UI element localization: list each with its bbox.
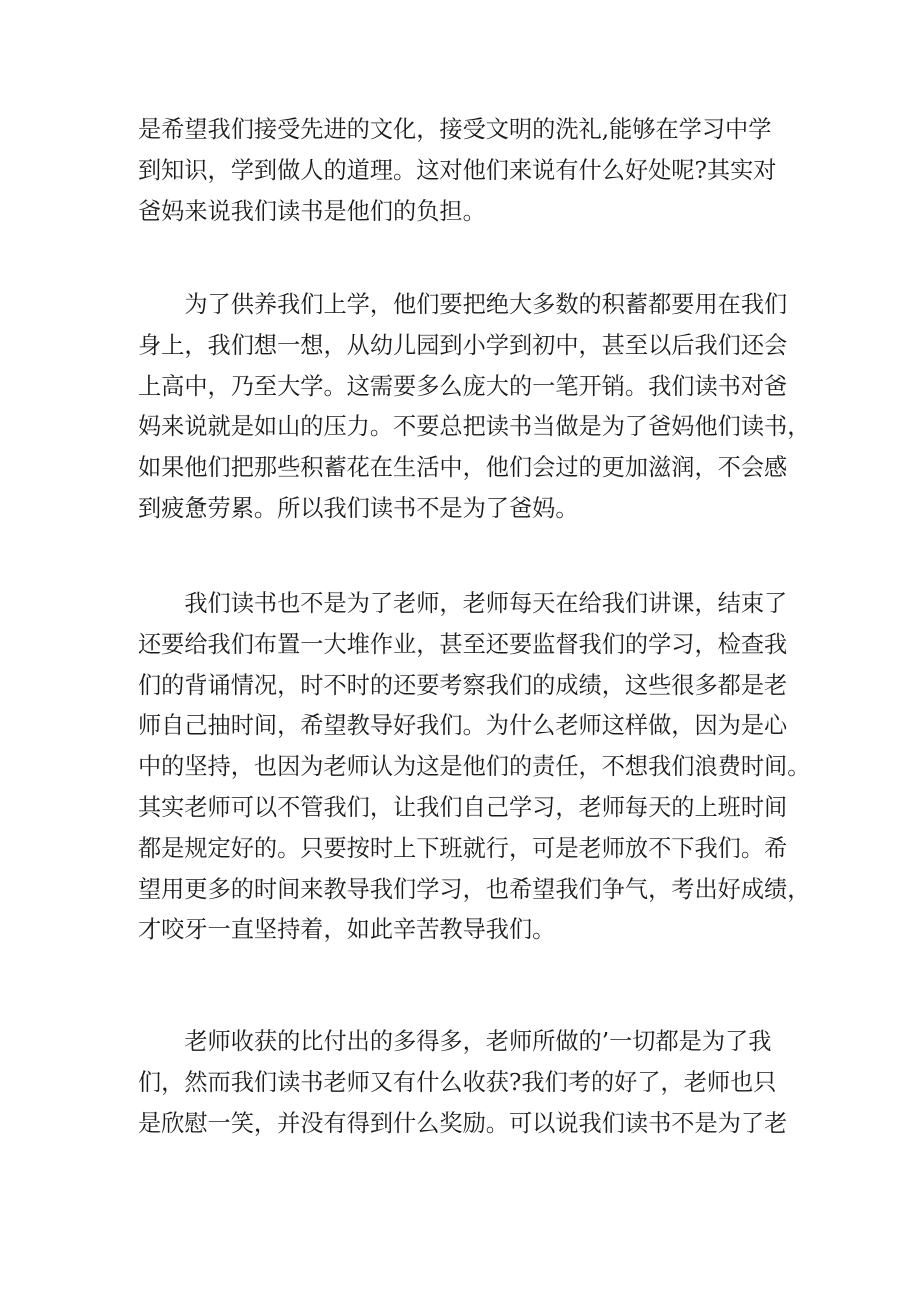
paragraph-line: 望用更多的时间来教导我们学习，也希望我们争气，考出好成绩， — [138, 875, 811, 903]
paragraph-line: 其实老师可以不管我们，让我们自己学习，老师每天的上班时间 — [138, 793, 788, 821]
paragraph-line: 上高中，乃至大学。这需要多么庞大的一笔开销。我们读书对爸 — [138, 372, 788, 400]
paragraph-line: 是希望我们接受先进的文化，接受文明的洗礼,能够在学习中学 — [138, 116, 772, 143]
paragraph-line: 到疲惫劳累。所以我们读书不是为了爸妈。 — [138, 494, 579, 522]
paragraph-line: 我们读书也不是为了老师，老师每天在给我们讲课，结束了 — [138, 590, 788, 617]
paragraph-line: 们，然而我们读书老师又有什么收获?我们考的好了，老师也只 — [138, 1068, 777, 1096]
paragraph-line: 爸妈来说我们读书是他们的负担。 — [138, 197, 486, 225]
paragraph-3 — [138, 584, 811, 951]
paragraph-line: 才咬牙一直坚持着，如此辛苦教导我们。 — [138, 916, 556, 944]
paragraph-1 — [138, 110, 788, 232]
paragraph-2 — [138, 285, 811, 530]
paragraph-line: 老师收获的比付出的多得多，老师所做的’一切都是为了我 — [138, 1028, 772, 1055]
paragraph-line: 身上，我们想一想，从幼儿园到小学到初中，甚至以后我们还会 — [138, 331, 788, 359]
paragraph-line: 妈来说就是如山的压力。不要总把读书当做是为了爸妈他们读书， — [138, 413, 811, 441]
paragraph-line: 还要给我们布置一大堆作业，甚至还要监督我们的学习，检查我 — [138, 630, 788, 658]
paragraph-line: 如果他们把那些积蓄花在生活中，他们会过的更加滋润，不会感 — [138, 454, 788, 482]
paragraph-4 — [138, 1022, 788, 1144]
paragraph-line: 们的背诵情况，时不时的还要考察我们的成绩，这些很多都是老 — [138, 671, 788, 699]
paragraph-line: 是欣慰一笑，并没有得到什么奖励。可以说我们读书不是为了老 — [138, 1109, 788, 1137]
paragraph-line: 都是规定好的。只要按时上下班就行，可是老师放不下我们。希 — [138, 834, 788, 862]
paragraph-line: 师自己抽时间，希望教导好我们。为什么老师这样做，因为是心 — [138, 712, 788, 740]
paragraph-line: 为了供养我们上学，他们要把绝大多数的积蓄都要用在我们 — [138, 291, 788, 318]
paragraph-line: 中的坚持，也因为老师认为这是他们的责任，不想我们浪费时间。 — [138, 753, 811, 781]
paragraph-line: 到知识，学到做人的道理。这对他们来说有什么好处呢?其实对 — [138, 156, 777, 184]
